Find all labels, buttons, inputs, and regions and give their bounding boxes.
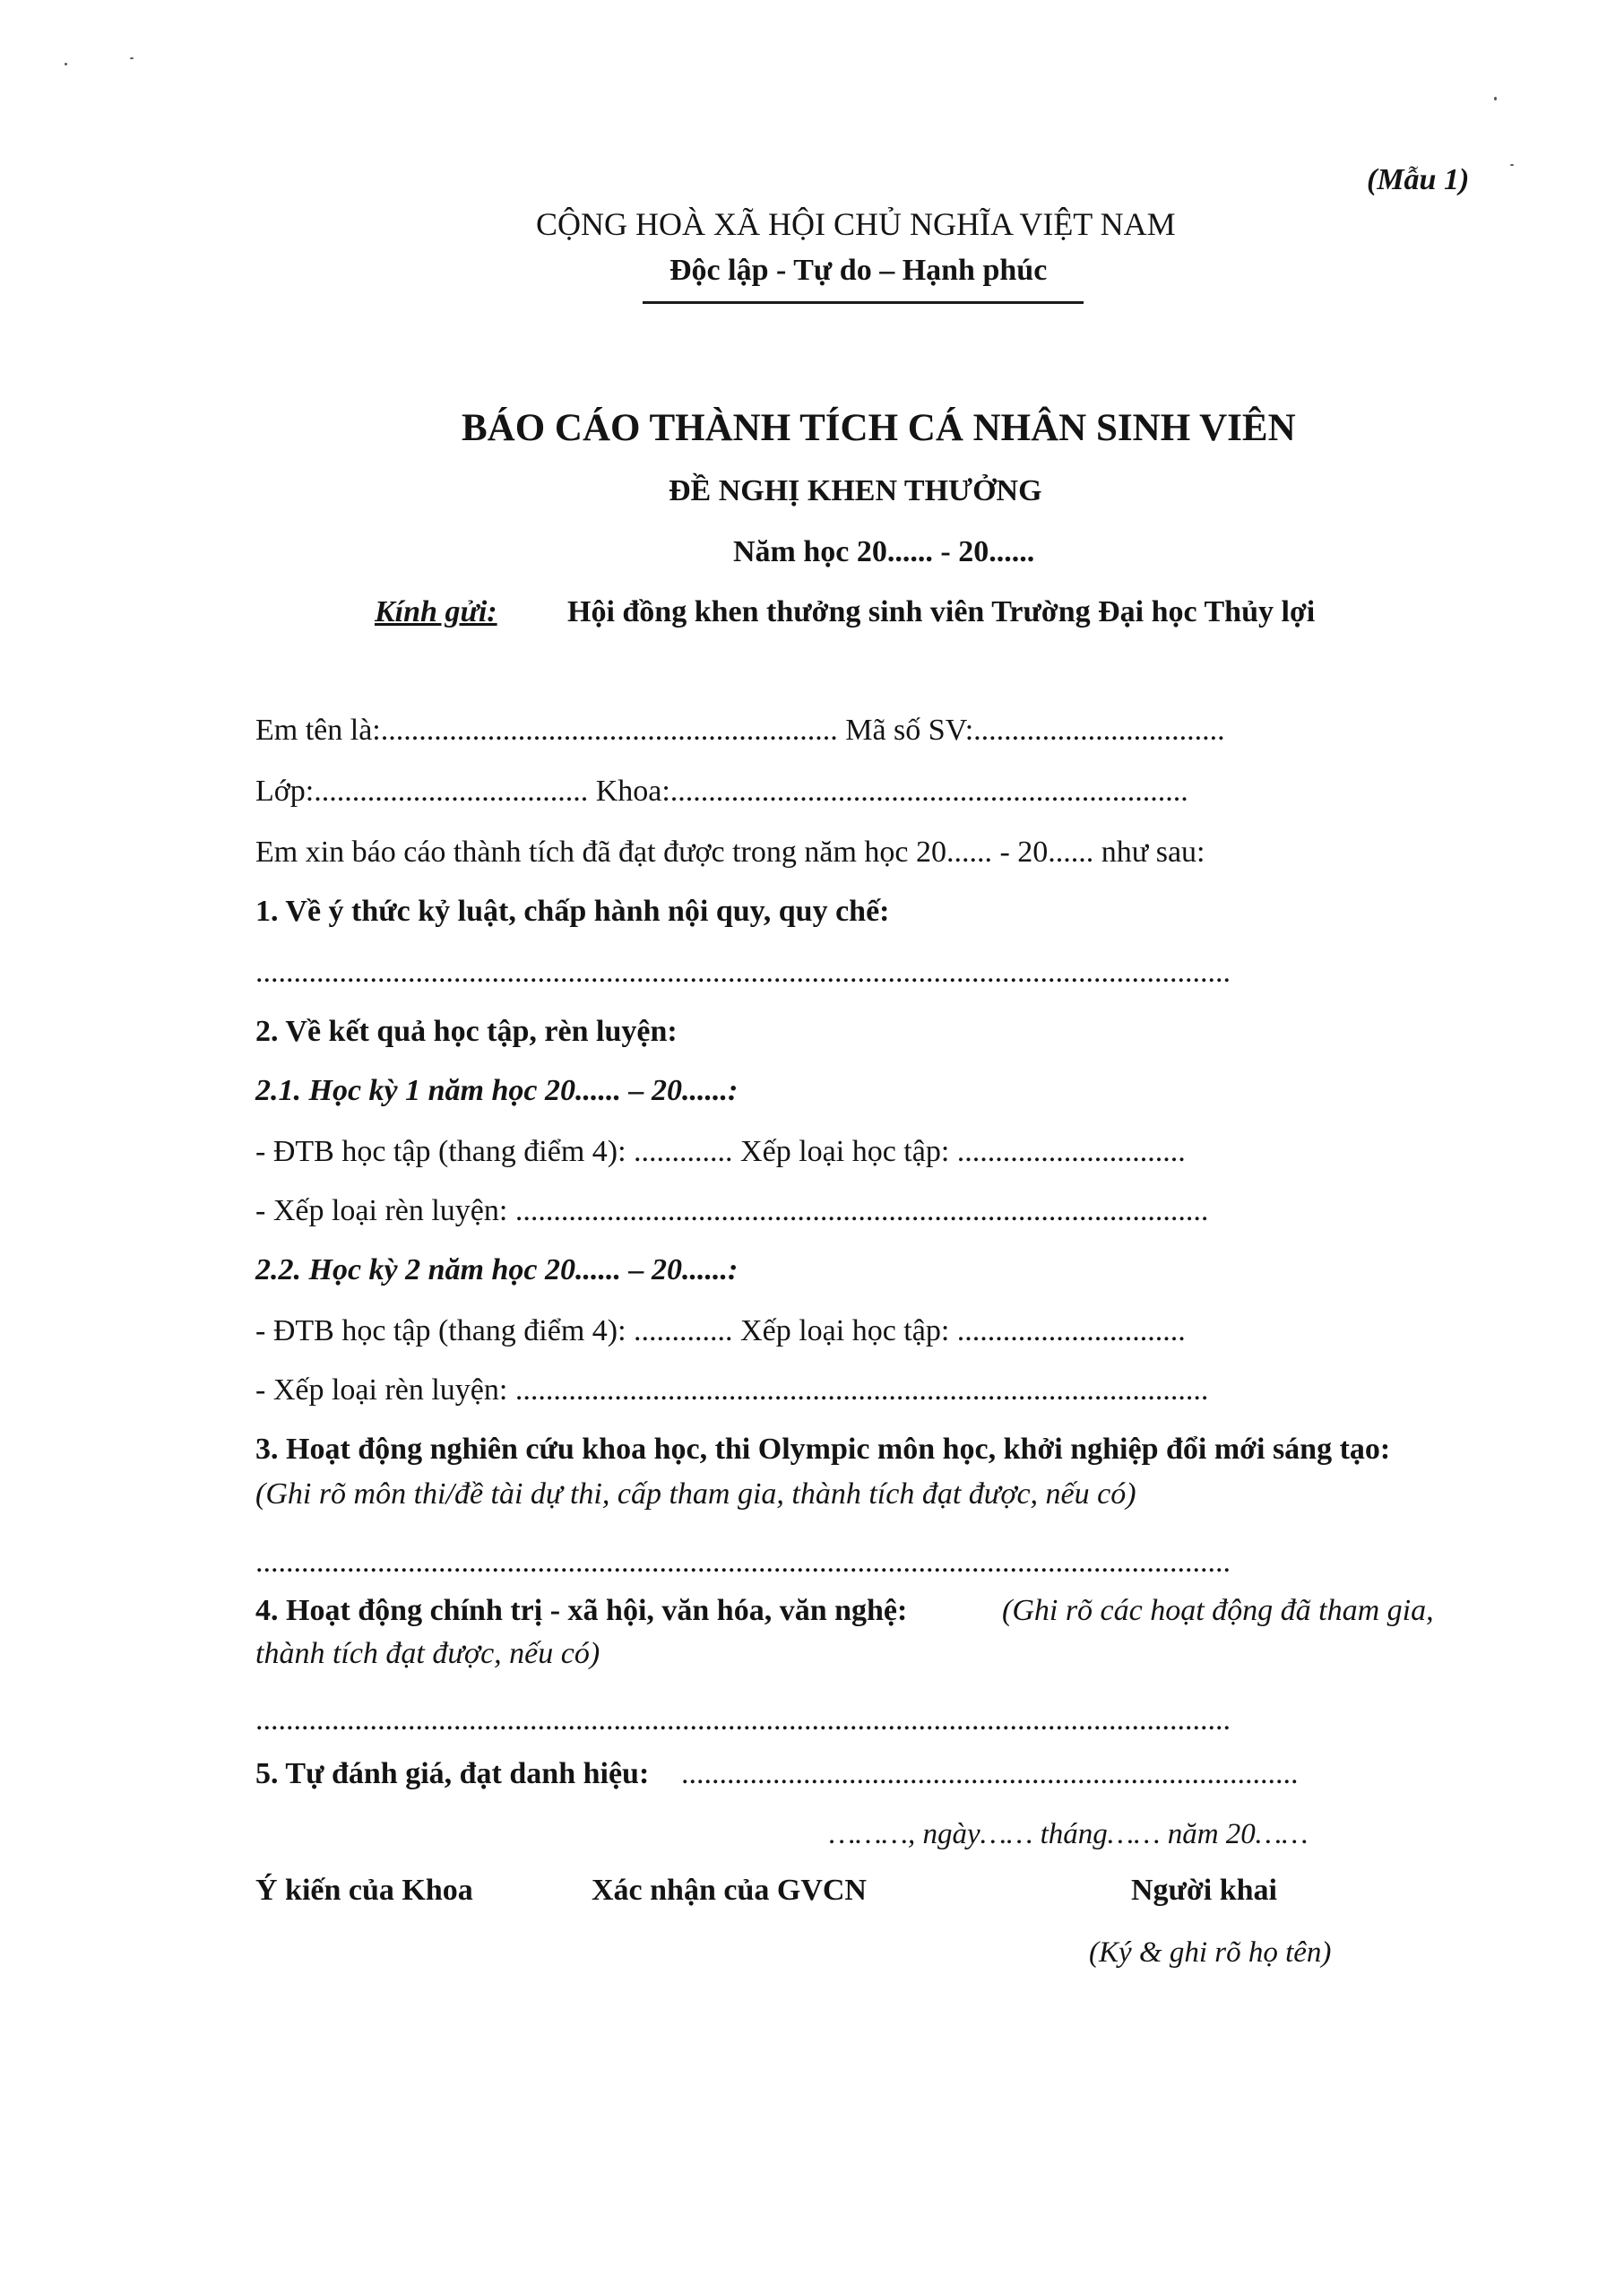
date-line: ………, ngày…… tháng…… năm 20…… [829, 1818, 1309, 1850]
semester-2-heading: 2.2. Học kỳ 2 năm học 20...... – 20......: [255, 1253, 739, 1286]
section-5-heading: 5. Tự đánh giá, đạt danh hiệu: [255, 1757, 650, 1790]
class-faculty-field: Lớp:.................................... Khoa:.................................................................... [255, 775, 1188, 808]
report-title: BÁO CÁO THÀNH TÍCH CÁ NHÂN SINH VIÊN [462, 407, 1296, 449]
section-3-heading: 3. Hoạt động nghiên cứu khoa học, thi Olympic môn học, khởi nghiệp đổi mới sáng tạo: [255, 1433, 1391, 1466]
semester-1-conduct-line: - Xếp loại rèn luyện: ........................................................................................... [255, 1194, 1209, 1227]
advisor-confirmation-label: Xác nhận của GVCN [592, 1874, 867, 1907]
scan-speck [65, 63, 67, 65]
report-subtitle: ĐỀ NGHỊ KHEN THƯỞNG [669, 474, 1042, 507]
declarant-label: Người khai [1131, 1874, 1277, 1907]
student-name-field: Em tên là:............................................................ Mã số SV:................................. [255, 714, 1225, 747]
semester-2-conduct-line: - Xếp loại rèn luyện: ........................................................................................... [255, 1373, 1209, 1407]
scan-speck [1510, 164, 1514, 166]
section-4-heading: 4. Hoạt động chính trị - xã hội, văn hóa, văn nghệ: [255, 1594, 908, 1627]
semester-2-gpa-line: - ĐTB học tập (thang điểm 4): ............. Xếp loại học tập: .............................. [255, 1314, 1186, 1347]
scan-speck [1494, 97, 1497, 100]
signature-note: (Ký & ghi rõ họ tên) [1089, 1936, 1332, 1969]
section-5-answer-line: ................................................................................. [681, 1757, 1299, 1790]
section-2-heading: 2. Về kết quả học tập, rèn luyện: [255, 1015, 678, 1048]
semester-1-heading: 2.1. Học kỳ 1 năm học 20...... – 20......: [255, 1074, 739, 1107]
section-4-answer-line: ................................................................................................................................ [255, 1703, 1231, 1736]
section-3-note: (Ghi rõ môn thi/đề tài dự thi, cấp tham gia, thành tích đạt được, nếu có) [255, 1477, 1136, 1511]
form-code: (Mẫu 1) [1367, 163, 1470, 196]
section-4-note: (Ghi rõ các hoạt động đã tham gia, [1002, 1594, 1434, 1627]
section-1-answer-line: ................................................................................................................................ [255, 956, 1231, 989]
academic-year: Năm học 20...... - 20...... [733, 535, 1035, 568]
semester-1-gpa-line: - ĐTB học tập (thang điểm 4): ............. Xếp loại học tập: .............................. [255, 1135, 1186, 1168]
section-4-note-cont: thành tích đạt được, nếu có) [255, 1637, 600, 1670]
country-name: CỘNG HOÀ XÃ HỘI CHỦ NGHĨA VIỆT NAM [536, 206, 1176, 242]
scan-speck [130, 57, 134, 59]
faculty-opinion-label: Ý kiến của Khoa [255, 1874, 473, 1907]
national-motto: Độc lập - Tự do – Hạnh phúc [669, 254, 1048, 287]
recipient-name: Hội đồng khen thưởng sinh viên Trường Đại học Thủy lợi [567, 595, 1316, 628]
motto-underline [643, 301, 1084, 304]
section-3-answer-line: ................................................................................................................................ [255, 1546, 1231, 1579]
recipient-label: Kính gửi: [375, 595, 497, 628]
section-1-heading: 1. Về ý thức kỷ luật, chấp hành nội quy, quy chế: [255, 895, 890, 928]
report-intro: Em xin báo cáo thành tích đã đạt được trong năm học 20...... - 20...... như sau: [255, 836, 1205, 869]
